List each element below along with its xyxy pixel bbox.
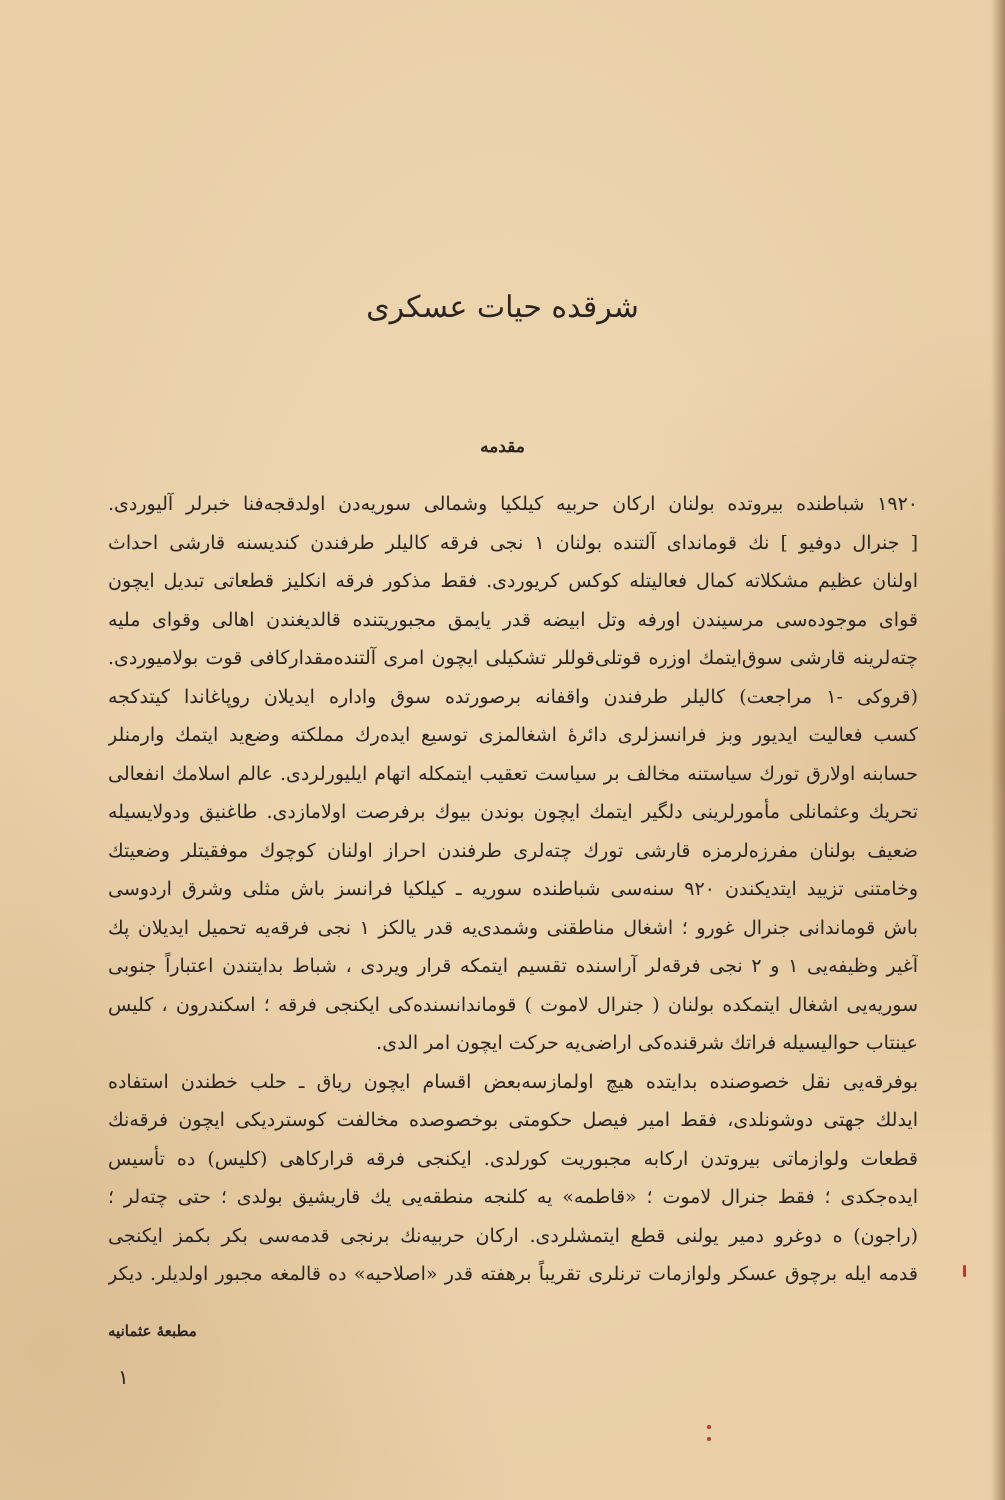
text-line: ضعیف بولنان مفرزه‌لرمزه قارشی تورك چته‌لری طرفندن احراز اولنان کوچوك موفقیتلر وضعیتك bbox=[108, 839, 918, 862]
text-line: ایده‌جکدی ؛ فقط جنرال لاموت ؛ «قاطمه» یه کلنجه منطقه‌یی یك قاریشیق بولدی ؛ حتی چته‌لر ؛ bbox=[108, 1186, 918, 1208]
text-line: [ جنرال دوفیو ] نك قوماندای آلتنده بولنان ١ نجی فرقه کالیلر طرفندن کندیسنه قارشی احداث bbox=[108, 531, 918, 554]
ink-dot bbox=[707, 1437, 711, 1441]
text-line: (راجون) ه دوغرو دمیر یولنی قطع ایتمشلردی. ارکان حربیه‌نك برنجی قدمه‌سی بکر بکمز ایکنجی bbox=[108, 1224, 918, 1247]
text-line: چته‌لرینه قارشی سوق‌ایتمك اوزره قوتلی‌قوللر تشکیلی ایچون امری آلتنده‌مقدارکافی قوت بولامیوردی. bbox=[108, 647, 918, 669]
section-heading: مقدمه bbox=[480, 437, 525, 457]
printer-imprint: مطبعهٔ عثمانیه bbox=[108, 1322, 197, 1340]
page-title: شرقده حیات عسکری bbox=[366, 290, 639, 325]
text-line: ایدلك جهتی دوشونلدی، فقط امیر فیصل حکومتی بوخصوصده مخالفت کوستردیکی ایچون فرقه‌نك bbox=[108, 1109, 918, 1131]
text-line: (قروکی -١ مراجعت) کالیلر طرفندن واقفانه برصورتده سوق واداره ایدیلان روپاغاندا کیتدکجه bbox=[108, 685, 918, 708]
paragraph-2 bbox=[108, 1063, 918, 1294]
page-number: ١ bbox=[118, 1365, 129, 1389]
text-line: عینتاب حوالیسیله فراتك شرقنده‌کی اراضی‌یه حرکت ایچون امر الدی. bbox=[376, 1032, 918, 1054]
text-line: کسب فعالیت ایدیور وبز فرانسزلری دائرهٔ اشغالمزی توسیع ایده‌رك مملکته وضع‌ید ایتمك وارمنلر bbox=[108, 724, 918, 746]
text-line: سوریه‌یی اشغال ایتمکده بولنان ( جنرال لاموت ) قوماندانسنده‌کی ایکنجی فرقه ؛ اسکندرون ، کلیس bbox=[108, 993, 918, 1016]
text-line: بوفرقه‌یی نقل خصوصنده بدایتده هیچ اولمازسه‌بعض اقسام ایچون ریاق ـ حلب خطندن استفاده bbox=[108, 1070, 918, 1093]
ink-mark bbox=[963, 1265, 966, 1277]
text-line: ١٩٢٠ شباطنده بیروتده بولنان ارکان حربیه کیلکیا وشمالی سوریه‌دن اولدقجه‌فنا خبرلر آلیوردی. bbox=[108, 493, 918, 515]
text-line: باش قوماندانی جنرال غورو ؛ اشغال مناطقنی وشمدی‌یه قدر یالکز ١ نجی فرقه‌یه تحمیل ایدیلان پك bbox=[108, 916, 918, 939]
text-line: حسابنه اولارق تورك سیاستنه مخالف بر سیاست تعقیب ایتمکله اتهام ایلیورلردی. عالم اسلامك انفعالی bbox=[108, 762, 918, 785]
text-line: قطعات ولوازماتی بیروتدن ارکابه مجبوریت کورلدی. ایکنجی فرقه قرارکاهی (کلیس) ده تأسیس bbox=[108, 1147, 918, 1170]
text-line: قوای موجوده‌سی مرسیندن اورفه وتل ابیضه قدر یایمق مجبوریتنده قالدیغندن اهالی وقوای ملیه bbox=[108, 608, 918, 631]
text-line: آغیر وظیفه‌یی ١ و ٢ نجی فرقه‌لر آراسنده تقسیم ایتمکه قرار ویردی ، شباط بدایتندن اعتباراً جنوبی bbox=[108, 955, 918, 977]
text-line: اولنان عظیم مشکلاته کمال فعالیتله کوکس کریوردی. فقط مذکور فرقه انکلیز قطعاتی تبدیل ایچون bbox=[108, 570, 918, 592]
body-text bbox=[108, 485, 918, 1294]
page-edge-shadow bbox=[991, 0, 1005, 1500]
paragraph-1 bbox=[108, 485, 918, 1063]
text-line: تحریك وعثمانلی مأمورلرینی دلگیر ایتمك ایچون بوندن بیوك برفرصت اولامازدی. طاغنیق ودولایسیله bbox=[108, 801, 918, 823]
text-line: قدمه ایله برچوق عسکر ولوازمات ترنلری تقریباً برهفته قدر «اصلاحیه» ده قالمغه مجبور اولدیلر. دیکر bbox=[108, 1263, 918, 1285]
text-line: وخامتنی تزیید ایتدیکندن ٩٢٠ سنه‌سی شباطنده سوریه ـ کیلکیا فرانسز باش مثلی وشرق اردوسی bbox=[108, 878, 918, 900]
ink-dot bbox=[707, 1425, 711, 1429]
